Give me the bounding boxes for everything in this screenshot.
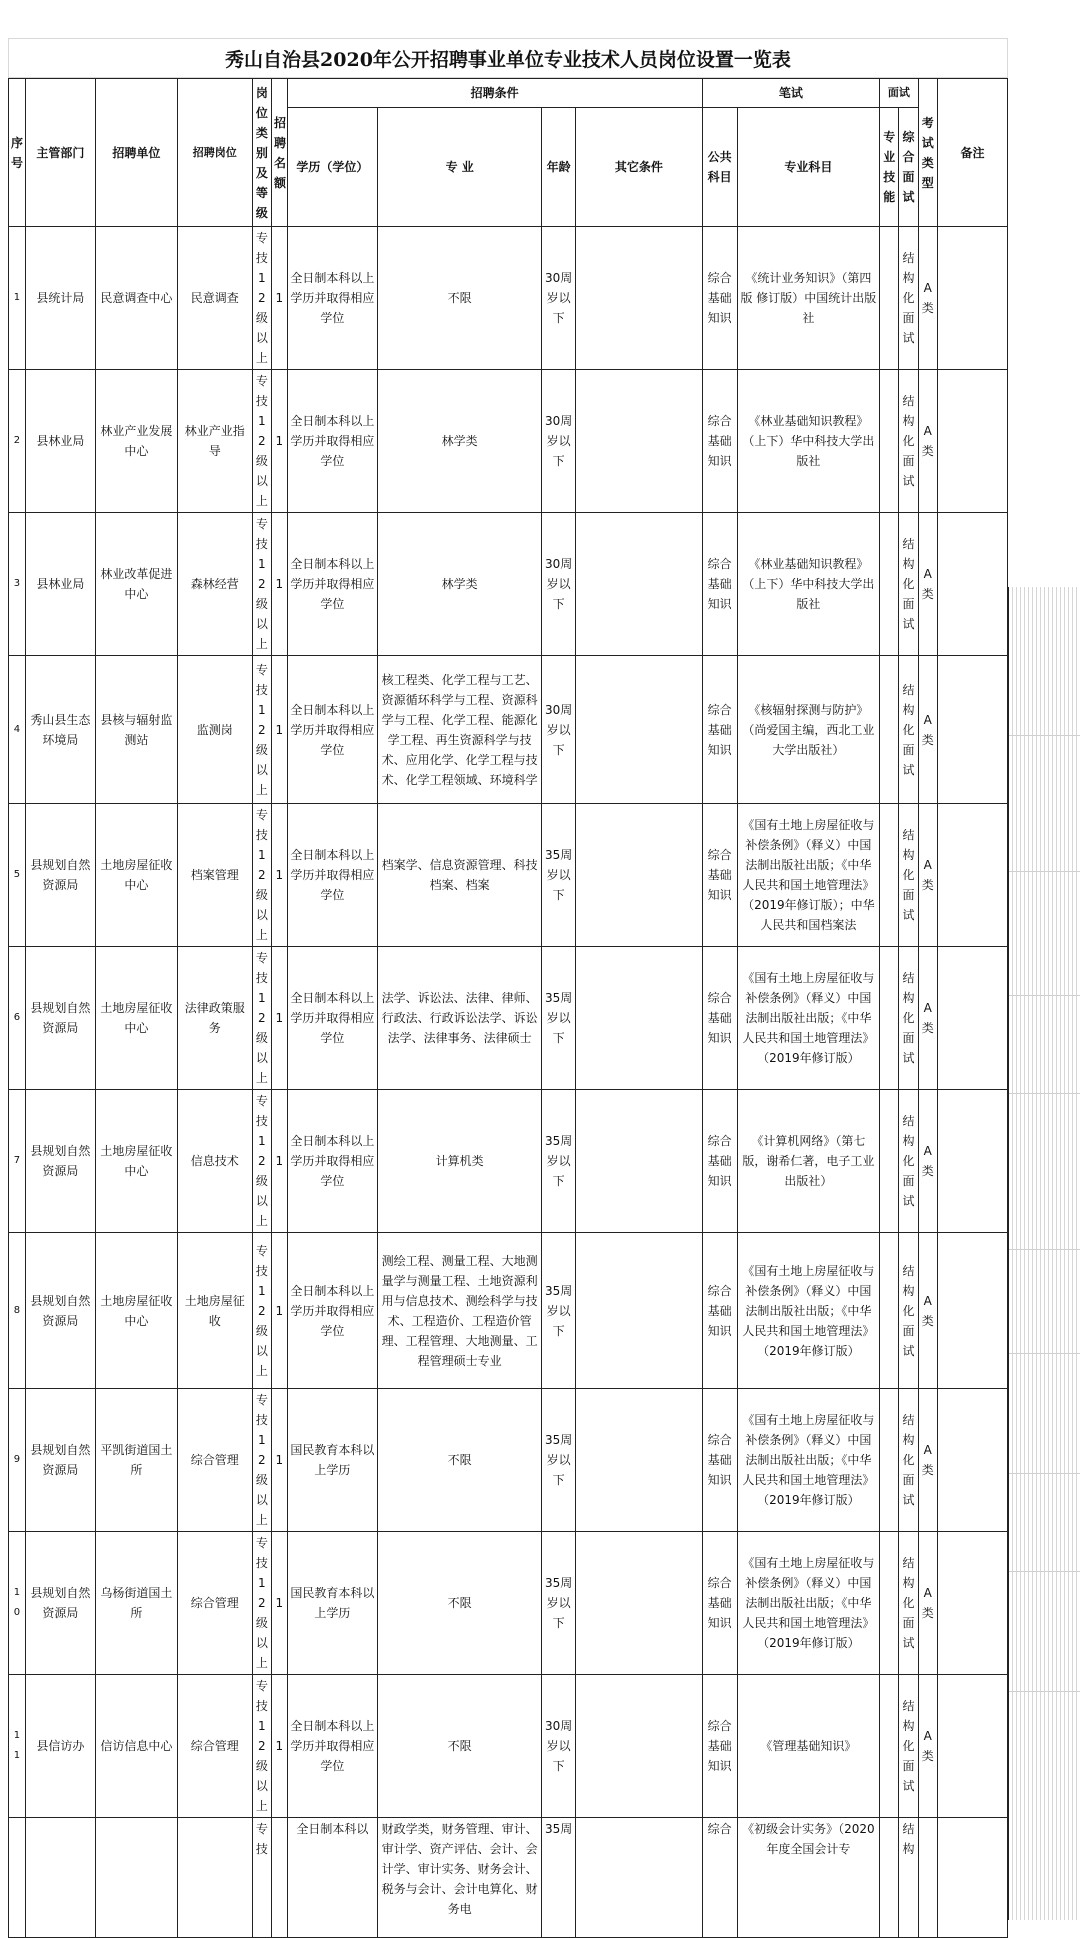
header-major: 专 业: [378, 108, 542, 227]
cell-dept: 县规划自然资源局: [25, 947, 95, 1090]
cell-major: 不限: [378, 1675, 542, 1818]
cell-remark: [937, 1675, 1007, 1818]
cell-other: [576, 1675, 703, 1818]
cell-seq: 9: [9, 1389, 26, 1532]
cell-unit: 乌杨街道国土所: [95, 1532, 177, 1675]
cell-major: 财政学类，财务管理、审计、审计学、资产评估、会计、会计学、审计实务、财务会计、税务与会计、会计电算化、财务电: [378, 1818, 542, 1938]
cell-skill: [880, 947, 899, 1090]
cell-edu: 全日制本科以上学历并取得相应学位: [287, 1090, 377, 1233]
cell-edu: 国民教育本科以上学历: [287, 1532, 377, 1675]
cell-grade: 专技12级以上: [252, 1233, 271, 1389]
cell-interview: 结构化面试: [899, 1675, 918, 1818]
cell-age: 30周岁以下: [542, 1675, 576, 1818]
cell-quota: 1: [271, 804, 287, 947]
adjacent-row-line: [1009, 1353, 1080, 1354]
cell-quota: 1: [271, 1532, 287, 1675]
cell-skill: [880, 513, 899, 656]
cell-unit: 土地房屋征收中心: [95, 1233, 177, 1389]
cell-post: 综合管理: [177, 1532, 252, 1675]
header-conditions: 招聘条件: [287, 79, 702, 108]
cell-public: 综合基础知识: [702, 227, 737, 370]
cell-grade: 专技: [252, 1818, 271, 1938]
cell-quota: 1: [271, 1389, 287, 1532]
adjacent-row-line: [1009, 1691, 1080, 1692]
cell-post: 档案管理: [177, 804, 252, 947]
cell-dept: 县林业局: [25, 513, 95, 656]
cell-post: 民意调查: [177, 227, 252, 370]
header-interview: 面试: [880, 79, 919, 108]
cell-age: 35周岁以下: [542, 1090, 576, 1233]
cell-edu: 全日制本科以上学历并取得相应学位: [287, 1675, 377, 1818]
adjacent-row-line: [1009, 1473, 1080, 1474]
cell-skill: [880, 1389, 899, 1532]
header-dept: 主管部门: [25, 79, 95, 227]
cell-unit: 平凯街道国土所: [95, 1389, 177, 1532]
cell-skill: [880, 370, 899, 513]
cell-skill: [880, 227, 899, 370]
cell-unit: 土地房屋征收中心: [95, 804, 177, 947]
header-prof: 专业科目: [737, 108, 879, 227]
cell-other: [576, 513, 703, 656]
cell-remark: [937, 1389, 1007, 1532]
header-combined: 综合面试: [899, 108, 918, 227]
header-other: 其它条件: [576, 108, 703, 227]
cell-unit: 民意调查中心: [95, 227, 177, 370]
cell-quota: 1: [271, 656, 287, 804]
cell-other: [576, 1233, 703, 1389]
cell-major: 不限: [378, 1389, 542, 1532]
cell-exam-type: A类: [918, 656, 937, 804]
adjacent-row-line: [1009, 1571, 1080, 1572]
cell-grade: 专技12级以上: [252, 370, 271, 513]
cell-prof: 《计算机网络》（第七版，谢希仁著，电子工业出版社）: [737, 1090, 879, 1233]
cell-seq: 1: [9, 227, 26, 370]
cell-public: 综合基础知识: [702, 804, 737, 947]
cell-quota: 1: [271, 227, 287, 370]
cell-post: 信息技术: [177, 1090, 252, 1233]
cell-seq: 4: [9, 656, 26, 804]
cell-public: 综合基础知识: [702, 1090, 737, 1233]
cell-age: 30周岁以下: [542, 227, 576, 370]
cell-unit: 土地房屋征收中心: [95, 947, 177, 1090]
cell-dept: 县规划自然资源局: [25, 1532, 95, 1675]
cell-grade: 专技12级以上: [252, 947, 271, 1090]
cell-prof: 《国有土地上房屋征收与补偿条例》（释义）中国法制出版社出版；《中华人民共和国土地管理法》（2019年修订版）: [737, 1532, 879, 1675]
table-row: [9, 1389, 1008, 1532]
cell-unit: 土地房屋征收中心: [95, 1090, 177, 1233]
cell-exam-type: A类: [918, 947, 937, 1090]
cell-public: 综合基础知识: [702, 370, 737, 513]
cell-prof: 《国有土地上房屋征收与补偿条例》（释义）中国法制出版社出版；《中华人民共和国土地管理法》（2019年修订版）: [737, 947, 879, 1090]
cell-skill: [880, 1233, 899, 1389]
header-edu: 学历（学位）: [287, 108, 377, 227]
cell-dept: 县规划自然资源局: [25, 1233, 95, 1389]
cell-exam-type: A类: [918, 1090, 937, 1233]
cell-remark: [937, 513, 1007, 656]
cell-edu: 国民教育本科以上学历: [287, 1389, 377, 1532]
cell-post: 监测岗: [177, 656, 252, 804]
cell-public: 综合基础知识: [702, 656, 737, 804]
cell-remark: [937, 1090, 1007, 1233]
table-row: [9, 947, 1008, 1090]
cell-dept: 秀山县生态环境局: [25, 656, 95, 804]
cell-remark: [937, 227, 1007, 370]
header-remark: 备注: [937, 79, 1007, 227]
cell-major: 林学类: [378, 370, 542, 513]
cell-public: 综合基础知识: [702, 1233, 737, 1389]
cell-age: 35周岁以下: [542, 1532, 576, 1675]
cell-grade: 专技12级以上: [252, 1389, 271, 1532]
cell-major: 计算机类: [378, 1090, 542, 1233]
cell-grade: 专技12级以上: [252, 227, 271, 370]
cell-age: 35周岁以下: [542, 1389, 576, 1532]
cell-public: 综合基础知识: [702, 947, 737, 1090]
cell-prof: 《林业基础知识教程》（上下）华中科技大学出版社: [737, 513, 879, 656]
header-exam-type: 考试类型: [918, 79, 937, 227]
cell-interview: 结构化面试: [899, 947, 918, 1090]
cell-exam-type: A类: [918, 1532, 937, 1675]
cell-seq: 6: [9, 947, 26, 1090]
cell-quota: 1: [271, 1233, 287, 1389]
cell-remark: [937, 804, 1007, 947]
cell-seq: 7: [9, 1090, 26, 1233]
header-grade: 岗位类别及等级: [252, 79, 271, 227]
cell-prof: 《国有土地上房屋征收与补偿条例》（释义）中国法制出版社出版；《中华人民共和国土地管理法》（2019年修订版）: [737, 1233, 879, 1389]
cell-grade: 专技12级以上: [252, 1675, 271, 1818]
cell-edu: 全日制本科以: [287, 1818, 377, 1938]
adjacent-row-line: [1009, 735, 1080, 736]
cell-seq: 3: [9, 513, 26, 656]
cell-other: [576, 656, 703, 804]
cell-seq: 8: [9, 1233, 26, 1389]
cell-unit: 林业产业发展中心: [95, 370, 177, 513]
cell-exam-type: A类: [918, 1389, 937, 1532]
cell-major: 法学、诉讼法、法律、律师、行政法、行政诉讼法学、诉讼法学、法律事务、法律硕士: [378, 947, 542, 1090]
cell-seq: 11: [9, 1675, 26, 1818]
cell-remark: [937, 1233, 1007, 1389]
cell-interview: 结构化面试: [899, 1389, 918, 1532]
cell-age: 35周岁以下: [542, 804, 576, 947]
cell-age: 35周岁以下: [542, 1233, 576, 1389]
cell-age: 35周岁以下: [542, 947, 576, 1090]
cell-grade: 专技12级以上: [252, 656, 271, 804]
header-skill: 专业技能: [880, 108, 899, 227]
cell-dept: 县规划自然资源局: [25, 1090, 95, 1233]
cell-interview: 结构化面试: [899, 656, 918, 804]
cell-grade: 专技12级以上: [252, 513, 271, 656]
cell-quota: 1: [271, 370, 287, 513]
cell-quota: 1: [271, 513, 287, 656]
cell-major: 档案学、信息资源管理、科技档案、档案: [378, 804, 542, 947]
cell-age: 35周: [542, 1818, 576, 1938]
cell-other: [576, 1389, 703, 1532]
cell-grade: 专技12级以上: [252, 804, 271, 947]
header-post: 招聘岗位: [177, 79, 252, 227]
header-seq: 序号: [9, 79, 26, 227]
cell-major: 测绘工程、测量工程、大地测量学与测量工程、土地资源利用与信息技术、测绘科学与技术、工程造价、工程造价管理、工程管理、大地测量、工程管理硕士专业: [378, 1233, 542, 1389]
cell-seq: 10: [9, 1532, 26, 1675]
cell-quota: 1: [271, 1090, 287, 1233]
cell-remark: [937, 656, 1007, 804]
cell-edu: 全日制本科以上学历并取得相应学位: [287, 227, 377, 370]
cell-post: 综合管理: [177, 1389, 252, 1532]
cell-public: 综合: [702, 1818, 737, 1938]
cell-seq: 2: [9, 370, 26, 513]
cell-major: 林学类: [378, 513, 542, 656]
cell-skill: [880, 656, 899, 804]
cell-dept: 县信访办: [25, 1675, 95, 1818]
table-row: [9, 1233, 1008, 1389]
cell-exam-type: A类: [918, 227, 937, 370]
table-row: [9, 370, 1008, 513]
cell-quota: 1: [271, 1675, 287, 1818]
cell-interview: 结构化面试: [899, 370, 918, 513]
table-row: [9, 1532, 1008, 1675]
cell-edu: 全日制本科以上学历并取得相应学位: [287, 1233, 377, 1389]
cell-quota: 1: [271, 947, 287, 1090]
cell-prof: 《林业基础知识教程》（上下）华中科技大学出版社: [737, 370, 879, 513]
cell-other: [576, 370, 703, 513]
cell-major: 核工程类、化学工程与工艺、资源循环科学与工程、资源科学与工程、化学工程、能源化学工程、再生资源科学与技术、应用化学、化学工程与技术、化学工程领域、环境科学: [378, 656, 542, 804]
cell-post: 法律政策服务: [177, 947, 252, 1090]
cell-interview: 结构化面试: [899, 513, 918, 656]
cell-interview: 结构化面试: [899, 804, 918, 947]
cell-exam-type: A类: [918, 1675, 937, 1818]
cell-prof: 《管理基础知识》: [737, 1675, 879, 1818]
cell-remark: [937, 1532, 1007, 1675]
table-row: [9, 656, 1008, 804]
cell-dept: 县规划自然资源局: [25, 804, 95, 947]
table-row: [9, 227, 1008, 370]
cell-edu: 全日制本科以上学历并取得相应学位: [287, 947, 377, 1090]
cell-post: 林业产业指导: [177, 370, 252, 513]
cell-interview: 结构化面试: [899, 227, 918, 370]
page-title: 秀山自治县2020年公开招聘事业单位专业技术人员岗位设置一览表: [8, 38, 1008, 78]
cell-prof: 《统计业务知识》（第四版 修订版）中国统计出版社: [737, 227, 879, 370]
adjacent-sheet-edge: [1008, 587, 1080, 1920]
header-age: 年龄: [542, 108, 576, 227]
cell-exam-type: A类: [918, 804, 937, 947]
cell-exam-type: A类: [918, 513, 937, 656]
cell-major: 不限: [378, 1532, 542, 1675]
cell-unit: 县核与辐射监测站: [95, 656, 177, 804]
cell-edu: 全日制本科以上学历并取得相应学位: [287, 656, 377, 804]
cell-prof: 《国有土地上房屋征收与补偿条例》（释义）中国法制出版社出版；《中华人民共和国土地管理法》（2019年修订版）；中华人民共和国档案法: [737, 804, 879, 947]
cell-unit: 信访信息中心: [95, 1675, 177, 1818]
cell-remark: [937, 947, 1007, 1090]
cell-dept: 县林业局: [25, 370, 95, 513]
table-row: [9, 1675, 1008, 1818]
cell-interview: 结构化面试: [899, 1233, 918, 1389]
adjacent-row-line: [1009, 1093, 1080, 1094]
cell-unit: 林业改革促进中心: [95, 513, 177, 656]
header-unit: 招聘单位: [95, 79, 177, 227]
adjacent-row-line: [1009, 995, 1080, 996]
cell-skill: [880, 804, 899, 947]
cell-grade: 专技12级以上: [252, 1090, 271, 1233]
cell-edu: 全日制本科以上学历并取得相应学位: [287, 804, 377, 947]
cell-dept: 县统计局: [25, 227, 95, 370]
cell-other: [576, 1090, 703, 1233]
cell-prof: 《初级会计实务》（2020年度全国会计专: [737, 1818, 879, 1938]
adjacent-row-line: [1009, 1249, 1080, 1250]
cell-other: [576, 1532, 703, 1675]
header-written: 笔试: [702, 79, 879, 108]
cell-edu: 全日制本科以上学历并取得相应学位: [287, 370, 377, 513]
cell-grade: 专技12级以上: [252, 1532, 271, 1675]
cell-prof: 《国有土地上房屋征收与补偿条例》（释义）中国法制出版社出版；《中华人民共和国土地管理法》（2019年修订版）: [737, 1389, 879, 1532]
cell-seq: 5: [9, 804, 26, 947]
cell-interview: 结构化面试: [899, 1532, 918, 1675]
header-quota: 招聘名额: [271, 79, 287, 227]
cell-age: 30周岁以下: [542, 513, 576, 656]
cell-exam-type: A类: [918, 1233, 937, 1389]
cell-public: 综合基础知识: [702, 513, 737, 656]
cell-edu: 全日制本科以上学历并取得相应学位: [287, 513, 377, 656]
cell-other: [576, 947, 703, 1090]
header-public: 公共科目: [702, 108, 737, 227]
cell-public: 综合基础知识: [702, 1675, 737, 1818]
table-row: [9, 1090, 1008, 1233]
table-row: [9, 513, 1008, 656]
cell-public: 综合基础知识: [702, 1389, 737, 1532]
recruitment-table: [8, 78, 1008, 1938]
cell-age: 30周岁以下: [542, 656, 576, 804]
cell-skill: [880, 1675, 899, 1818]
cell-post: 土地房屋征收: [177, 1233, 252, 1389]
cell-other: [576, 227, 703, 370]
cell-interview: 结构: [899, 1818, 918, 1938]
cell-skill: [880, 1532, 899, 1675]
cell-exam-type: A类: [918, 370, 937, 513]
cell-post: 森林经营: [177, 513, 252, 656]
cell-prof: 《核辐射探测与防护》（尚爱国主编，西北工业大学出版社）: [737, 656, 879, 804]
cell-public: 综合基础知识: [702, 1532, 737, 1675]
cell-skill: [880, 1090, 899, 1233]
cell-dept: 县规划自然资源局: [25, 1389, 95, 1532]
table-row: [9, 804, 1008, 947]
adjacent-row-line: [1009, 871, 1080, 872]
cell-major: 不限: [378, 227, 542, 370]
cell-remark: [937, 370, 1007, 513]
cell-other: [576, 804, 703, 947]
cell-age: 30周岁以下: [542, 370, 576, 513]
cell-post: 综合管理: [177, 1675, 252, 1818]
cell-interview: 结构化面试: [899, 1090, 918, 1233]
